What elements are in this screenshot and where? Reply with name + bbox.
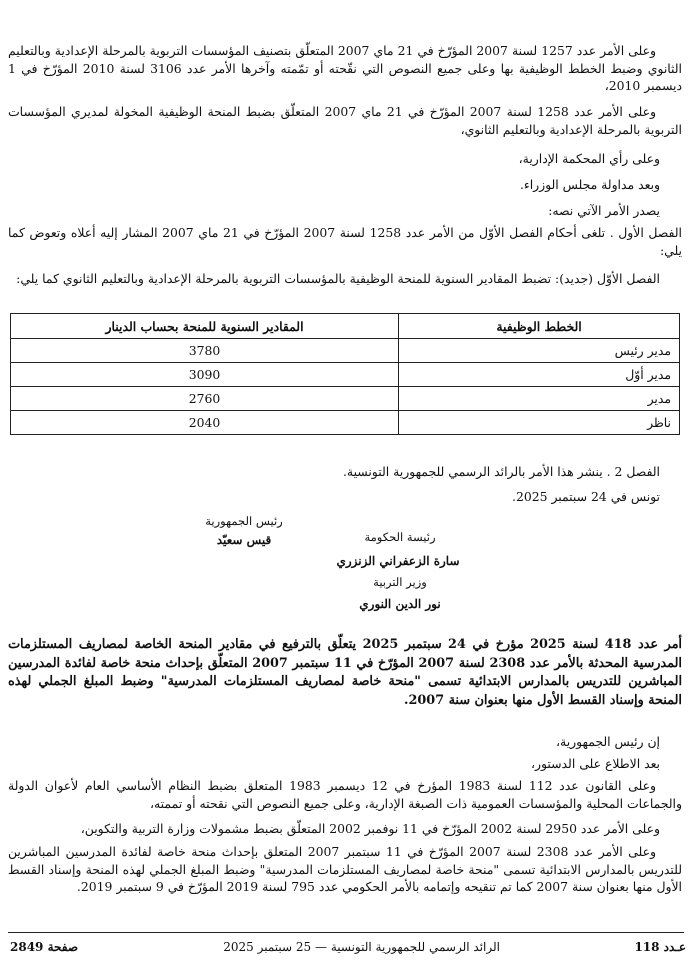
article-1-new: الفصل الأوّل (جديد): تضبط المقادير السنوية للمنحة الوظيفية بالمؤسسات التربوية بالمرحلة الإعدادية وبالتعليم الثانوي كما يلي: (16, 271, 660, 286)
preamble-council: وبعد مداولة مجلس الوزراء. (519, 177, 660, 192)
table-row (11, 363, 680, 387)
minister-name: نور الدين النوري (359, 597, 441, 611)
signing-date: تونس في 24 سبتمبر 2025. (512, 489, 660, 504)
preamble-decree-1258: وعلى الأمر عدد 1258 لسنة 2007 المؤرّخ في 21 ماي 2007 المتعلّق بضبط المنحة الوظيفية المخولة لمديري المؤسسات التربوية بالمرحلة الإعدادية وبالتعليم الثانوي، (8, 104, 682, 137)
preamble-decree-1257: وعلى الأمر عدد 1257 لسنة 2007 المؤرّخ في 21 ماي 2007 المتعلّق بتصنيف المؤسسات التربوية بالمرحلة الإعدادية وبالتعليم الثانوي وضبط الخطط الوظيفية بها وعلى جميع النصوص التي نقّحته أو تمّمته وآخرها الأمر عدد 3106 لسنة 2010 المؤرّخ في 1 ديسمبر 2010، (8, 43, 682, 93)
pm-title: رئيسة الحكومة (364, 530, 436, 544)
cell-amount: 3780 (11, 339, 399, 363)
order-418-intro: إن رئيس الجمهورية، (556, 734, 660, 749)
allowance-table (10, 313, 680, 435)
president-title: رئيس الجمهورية (205, 514, 283, 528)
article-2: الفصل 2 . ينشر هذا الأمر بالرائد الرسمي للجمهورية التونسية. (342, 464, 660, 479)
footer-journal-title: الرائد الرسمي للجمهورية التونسية — 25 سبتمبر 2025 (223, 940, 500, 954)
order-418-law-112: وعلى القانون عدد 112 لسنة 1983 المؤرخ في 12 ديسمبر 1983 المتعلق بضبط النظام الأساسي العام لأعوان الدولة والجماعات المحلية والمؤسسات العمومية ذات الصبغة الإدارية، وعلى جميع النصوص التي نقحته أو تممته، (8, 778, 682, 811)
table-header-row (11, 314, 680, 339)
col-header-role: الخطط الوظيفية (399, 314, 680, 339)
cell-amount: 2040 (11, 411, 399, 435)
preamble-admin-court: وعلى رأي المحكمة الإدارية، (518, 151, 660, 166)
cell-amount: 2760 (11, 387, 399, 411)
table-row (11, 339, 680, 363)
footer-issue-number: عـدد 118 (634, 940, 686, 954)
order-418-decree-2950: وعلى الأمر عدد 2950 لسنة 2002 المؤرّخ في 11 نوفمبر 2002 المتعلّق بضبط مشمولات وزارة التربية والتكوين، (80, 821, 660, 836)
table-row (11, 387, 680, 411)
order-418-decree-2308: وعلى الأمر عدد 2308 لسنة 2007 المؤرّخ في 11 سبتمبر 2007 المتعلق بإحداث منحة خاصة لفائدة المدرسين المباشرين للتدريس بالمدارس الابتدائية تسمى "منحة خاصة لمصاريف المستلزمات المدرسية" وضبط المبلغ الجملي لهذه المنحة وإسناد القسط الأول منها بعنوان سنة 2007 كما تم تنقيحه وإتمامه بالأمر الحكومي عدد 795 لسنة 2019 المؤرّخ في 9 سبتمبر 2019. (8, 844, 682, 894)
president-name: قيس سعيّد (216, 533, 272, 547)
pm-name: سارة الزعفراني الزنزري (336, 554, 460, 568)
col-header-amount: المقادير السنوية للمنحة بحساب الدينار (11, 314, 399, 339)
footer-divider (8, 932, 684, 933)
cell-role: مدير (399, 387, 680, 411)
footer-page-number: صفحة 2849 (10, 940, 79, 954)
cell-role: مدير رئيس (399, 339, 680, 363)
minister-title: وزير التربية (373, 575, 427, 589)
order-418-title: أمر عدد 418 لسنة 2025 مؤرخ في 24 سبتمبر 2025 يتعلّق بالترفيع في مقادير المنحة الخاصة لمصاريف المستلزمات المدرسية المحدثة بالأمر عدد 2308 لسنة 2007 المؤرّخ في 11 سبتمبر 2007 المتعلّق بإحداث منحة خاصة لفائدة المدرسين المباشرين للتدريس بالمدارس الابتدائية تسمى "منحة خاصة لمصاريف المستلزمات المدرسية" وضبط المبلغ الجملي لهذه المنحة وإسناد القسط الأول منها بعنوان سنة 2007. (8, 637, 682, 708)
order-418-constitution: بعد الاطلاع على الدستور، (531, 756, 660, 771)
cell-role: ناظر (399, 411, 680, 435)
table-row (11, 411, 680, 435)
cell-role: مدير أوّل (399, 363, 680, 387)
article-1: الفصل الأول . تلغى أحكام الفصل الأوّل من الأمر عدد 1258 لسنة 2007 المؤرّخ في 21 ماي 2007 المشار إليه أعلاه وتعوض كما يلي: (8, 225, 682, 258)
preamble-issues: يصدر الأمر الآتي نصه: (548, 203, 660, 218)
cell-amount: 3090 (11, 363, 399, 387)
